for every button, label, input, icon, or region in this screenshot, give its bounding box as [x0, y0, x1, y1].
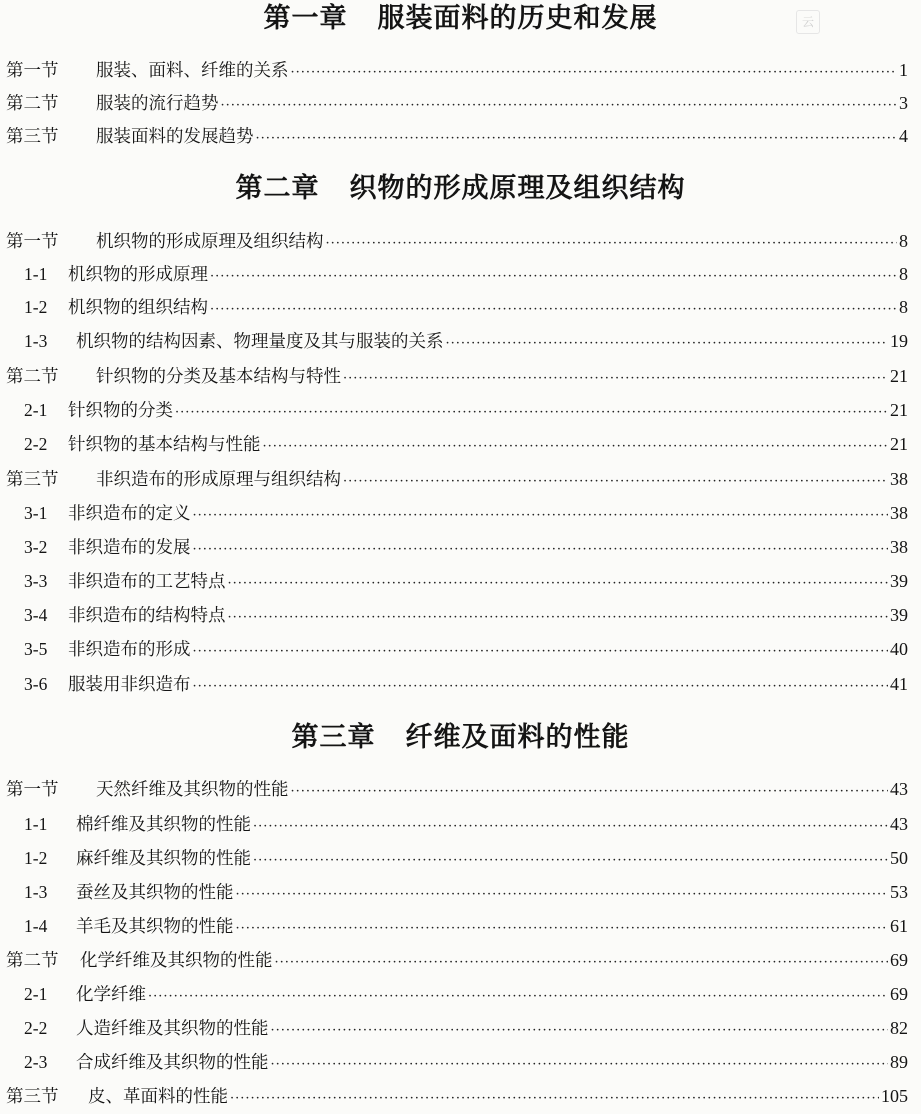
page-number: 50 [890, 848, 908, 868]
dot-leader [253, 847, 888, 872]
toc-subsection-entry[interactable] [24, 635, 908, 663]
subsection-number: 3-4 [24, 605, 48, 625]
toc-subsection-entry[interactable] [24, 260, 908, 288]
section-number: 第三节 [6, 127, 59, 147]
subsection-title: 机织物的形成原理 [68, 265, 208, 285]
toc-subsection-entry[interactable] [24, 670, 908, 698]
toc-subsection-entry[interactable] [24, 1048, 908, 1076]
page-number: 43 [890, 814, 908, 834]
chapter-heading [0, 721, 921, 755]
subsection-number: 1-3 [24, 882, 48, 902]
section-number: 第二节 [6, 94, 59, 114]
watermark-logo: 云 [796, 10, 820, 34]
subsection-title: 机织物的结构因素、物理量度及其与服装的关系 [76, 332, 444, 352]
subsection-title: 化学纤维 [76, 985, 146, 1005]
dot-leader [193, 638, 889, 663]
section-title: 化学纤维及其织物的性能 [80, 951, 273, 971]
subsection-number: 2-1 [24, 984, 48, 1004]
subsection-title: 人造纤维及其织物的性能 [76, 1019, 269, 1039]
subsection-number: 2-3 [24, 1052, 48, 1072]
section-title: 针织物的分类及基本结构与特性 [96, 367, 341, 387]
chapter-heading [0, 2, 921, 36]
subsection-number: 3-5 [24, 639, 48, 659]
page-number: 69 [890, 950, 908, 970]
toc-subsection-entry[interactable] [24, 499, 908, 527]
toc-section-entry[interactable] [6, 1082, 908, 1110]
dot-leader [326, 230, 898, 255]
subsection-title: 麻纤维及其织物的性能 [76, 849, 251, 869]
subsection-number: 3-2 [24, 537, 48, 557]
subsection-number: 3-6 [24, 674, 48, 694]
dot-leader [210, 263, 897, 288]
toc-subsection-entry[interactable] [24, 844, 908, 872]
chapter-title: 纤维及面料的性能 [405, 722, 630, 753]
dot-leader [193, 536, 889, 561]
page-number: 69 [890, 984, 908, 1004]
subsection-number: 1-4 [24, 916, 48, 936]
page-number: 21 [890, 400, 908, 420]
dot-leader [236, 881, 889, 906]
dot-leader [230, 1085, 879, 1110]
page-number: 8 [899, 264, 908, 284]
subsection-title: 棉纤维及其织物的性能 [76, 815, 251, 835]
toc-section-entry[interactable] [6, 775, 908, 803]
subsection-title: 羊毛及其织物的性能 [76, 917, 234, 937]
dot-leader [291, 778, 889, 803]
toc-section-entry[interactable] [6, 227, 908, 255]
page-number: 38 [890, 503, 908, 523]
section-title: 服装面料的发展趋势 [96, 127, 254, 147]
page-number: 21 [890, 366, 908, 386]
chapter-number: 第二章 [235, 173, 320, 204]
subsection-title: 非织造布的结构特点 [68, 606, 226, 626]
section-title: 非织造布的形成原理与组织结构 [96, 470, 341, 490]
toc-subsection-entry[interactable] [24, 430, 908, 458]
toc-subsection-entry[interactable] [24, 567, 908, 595]
toc-section-entry[interactable] [6, 89, 908, 117]
subsection-number: 3-3 [24, 571, 48, 591]
page-number: 8 [899, 297, 908, 317]
subsection-number: 1-2 [24, 848, 48, 868]
subsection-title: 非织造布的工艺特点 [68, 572, 226, 592]
toc-section-entry[interactable] [6, 465, 908, 493]
page-number: 41 [890, 674, 908, 694]
subsection-title: 服装用非织造布 [68, 675, 191, 695]
page-number: 39 [890, 605, 908, 625]
subsection-title: 蚕丝及其织物的性能 [76, 883, 234, 903]
toc-subsection-entry[interactable] [24, 396, 908, 424]
subsection-title: 非织造布的定义 [68, 504, 191, 524]
dot-leader [291, 59, 898, 84]
page-number: 105 [881, 1086, 908, 1106]
subsection-title: 合成纤维及其织物的性能 [76, 1053, 269, 1073]
chapter-number: 第三章 [291, 722, 376, 753]
toc-subsection-entry[interactable] [24, 327, 908, 355]
dot-leader [256, 125, 898, 150]
page-number: 61 [890, 916, 908, 936]
chapter-heading [0, 172, 921, 206]
page-number: 53 [890, 882, 908, 902]
subsection-title: 针织物的基本结构与性能 [68, 435, 261, 455]
chapter-title: 服装面料的历史和发展 [377, 3, 658, 34]
dot-leader [228, 570, 889, 595]
dot-leader [228, 604, 889, 629]
chapter-number: 第一章 [263, 3, 348, 34]
toc-subsection-entry[interactable] [24, 533, 908, 561]
dot-leader [193, 502, 889, 527]
page-number: 43 [890, 779, 908, 799]
section-number: 第一节 [6, 61, 59, 81]
subsection-number: 1-3 [24, 331, 48, 351]
dot-leader [148, 983, 888, 1008]
page-number: 19 [890, 331, 908, 351]
section-title: 机织物的形成原理及组织结构 [96, 232, 324, 252]
toc-subsection-entry[interactable] [24, 878, 908, 906]
toc-subsection-entry[interactable] [24, 980, 908, 1008]
page-number: 4 [899, 126, 908, 146]
page-number: 39 [890, 571, 908, 591]
dot-leader [221, 92, 898, 117]
dot-leader [343, 468, 888, 493]
page-number: 40 [890, 639, 908, 659]
page-number: 82 [890, 1018, 908, 1038]
subsection-title: 非织造布的发展 [68, 538, 191, 558]
chapter-title: 织物的形成原理及组织结构 [349, 173, 686, 204]
toc-section-entry[interactable] [6, 946, 908, 974]
subsection-number: 3-1 [24, 503, 48, 523]
section-number: 第一节 [6, 780, 59, 800]
toc-subsection-entry[interactable] [24, 1014, 908, 1042]
dot-leader [446, 330, 889, 355]
section-number: 第三节 [6, 470, 59, 490]
dot-leader [271, 1051, 889, 1076]
page-number: 38 [890, 469, 908, 489]
subsection-number: 2-1 [24, 400, 48, 420]
section-title: 服装、面料、纤维的关系 [96, 61, 289, 81]
section-number: 第三节 [6, 1087, 59, 1107]
subsection-number: 1-1 [24, 264, 48, 284]
page-number: 38 [890, 537, 908, 557]
subsection-number: 1-1 [24, 814, 48, 834]
dot-leader [210, 296, 897, 321]
subsection-title: 非织造布的形成 [68, 640, 191, 660]
toc-subsection-entry[interactable] [24, 601, 908, 629]
toc-subsection-entry[interactable] [24, 810, 908, 838]
toc-section-entry[interactable] [6, 362, 908, 390]
toc-section-entry[interactable] [6, 122, 908, 150]
dot-leader [175, 399, 888, 424]
dot-leader [193, 673, 889, 698]
section-title: 服装的流行趋势 [96, 94, 219, 114]
dot-leader [275, 949, 889, 974]
section-title: 皮、革面料的性能 [88, 1087, 228, 1107]
page-number: 8 [899, 231, 908, 251]
dot-leader [236, 915, 889, 940]
subsection-title: 机织物的组织结构 [68, 298, 208, 318]
page-number: 1 [899, 60, 908, 80]
toc-subsection-entry[interactable] [24, 293, 908, 321]
section-number: 第一节 [6, 232, 59, 252]
toc-section-entry[interactable] [6, 56, 908, 84]
dot-leader [263, 433, 889, 458]
dot-leader [271, 1017, 889, 1042]
subsection-title: 针织物的分类 [68, 401, 173, 421]
dot-leader [253, 813, 888, 838]
page-number: 89 [890, 1052, 908, 1072]
section-number: 第二节 [6, 951, 59, 971]
section-number: 第二节 [6, 367, 59, 387]
page-number: 3 [899, 93, 908, 113]
subsection-number: 1-2 [24, 297, 48, 317]
toc-subsection-entry[interactable] [24, 912, 908, 940]
subsection-number: 2-2 [24, 1018, 48, 1038]
section-title: 天然纤维及其织物的性能 [96, 780, 289, 800]
dot-leader [343, 365, 888, 390]
subsection-number: 2-2 [24, 434, 48, 454]
page-number: 21 [890, 434, 908, 454]
